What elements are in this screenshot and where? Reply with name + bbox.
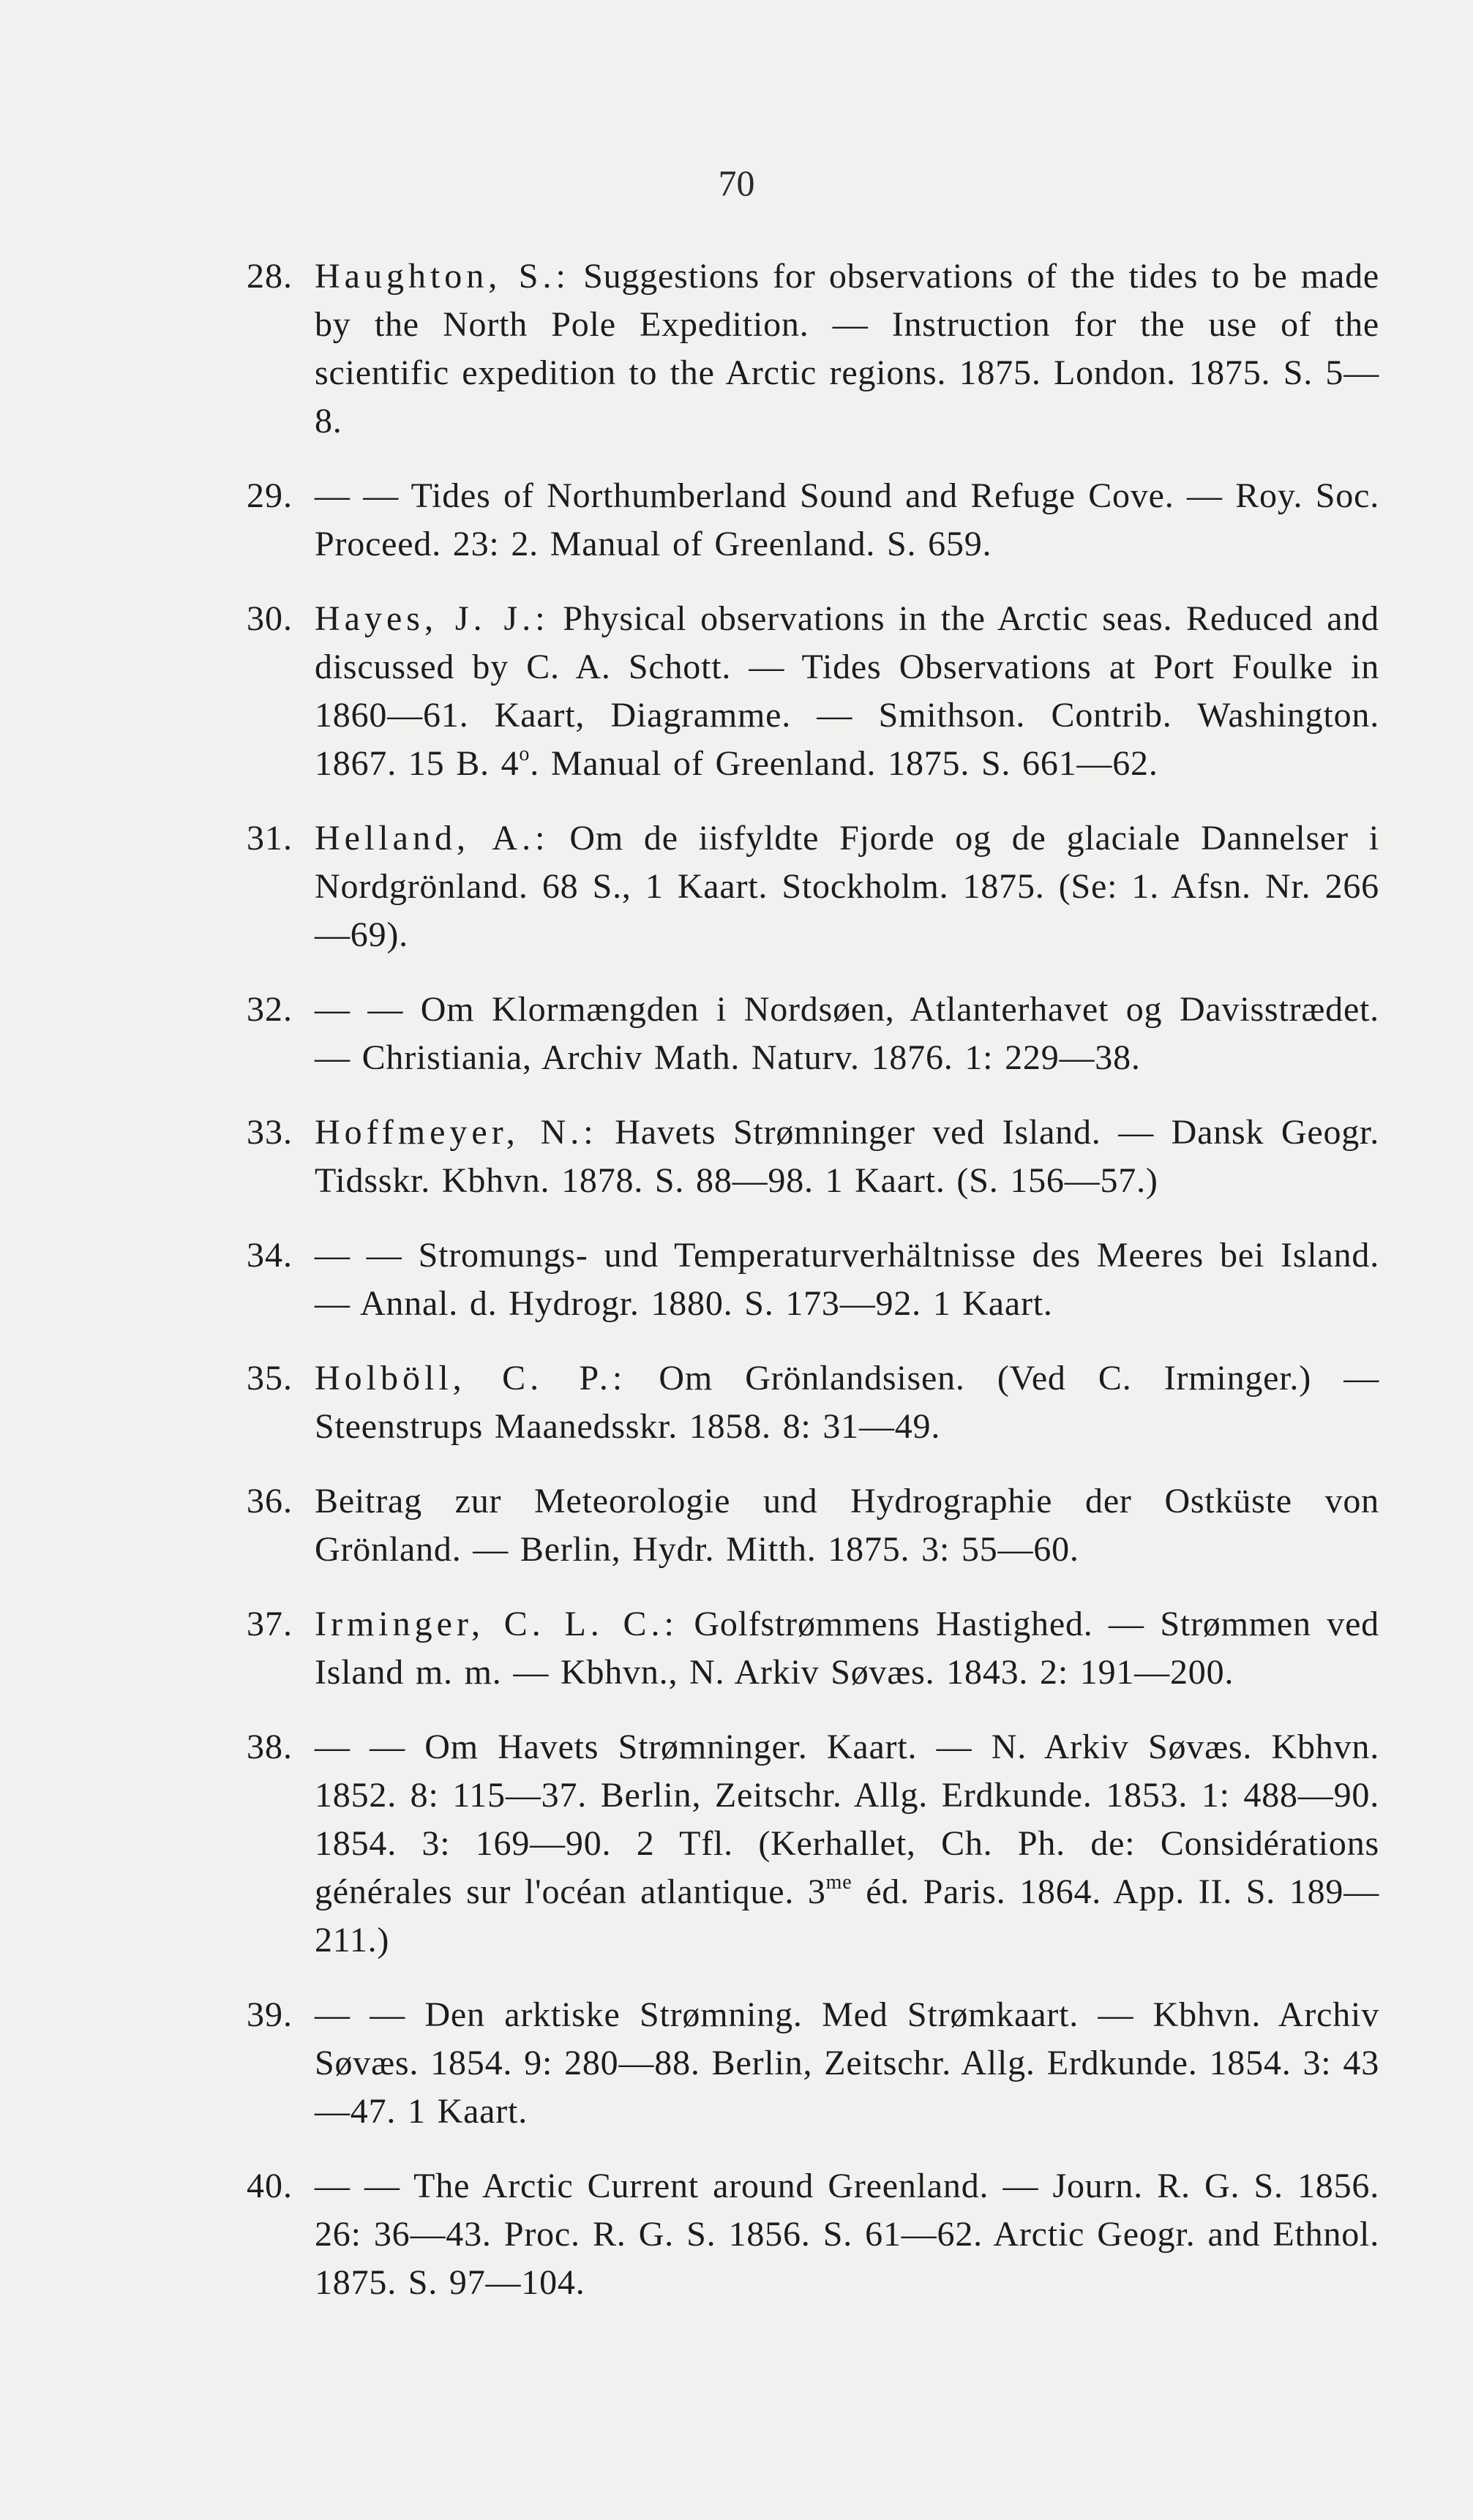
entry-body: Physical observations in the Arctic seas. Reduced and discussed by C. A. Schott. — Tides Observations at Port Foulke in 1860—61. Kaart, Diagramme. — Smithson. Contrib. Washington. 1867. 15 B. 4 bbox=[315, 599, 1379, 783]
entry-number: 40. bbox=[247, 2167, 293, 2205]
bibliography-entry bbox=[0, 1354, 1473, 1451]
entry-number: 29. bbox=[247, 476, 293, 515]
entry-text bbox=[315, 814, 1379, 959]
bibliography-entry bbox=[0, 1477, 1473, 1574]
entry-author: Helland, A.: bbox=[315, 819, 550, 858]
entry-body-continued: éd. Paris. 1864. App. II. S. 189—211.) bbox=[315, 1872, 1380, 1960]
entry-body: — — Om Havets Strømninger. Kaart. — N. Arkiv Søvæs. Kbhvn. 1852. 8: 115—37. Berlin, Zeitschr. Allg. Erdkunde. 1853. 1: 488—90. 1854. 3: 169—90. 2 Tfl. (Kerhallet, Ch. Ph. de: Considérations générales sur l'océan atlantique. 3 bbox=[315, 1728, 1379, 1911]
bibliography-entry bbox=[0, 1231, 1473, 1328]
entry-number: 35. bbox=[247, 1359, 293, 1398]
entry-body: — — Om Klormængden i Nordsøen, Atlanterhavet og Davisstrædet. — Christiania, Archiv Math. Naturv. 1876. 1: 229—38. bbox=[315, 990, 1379, 1077]
entry-body: — — Tides of Northumberland Sound and Refuge Cove. — Roy. Soc. Proceed. 23: 2. Manual of Greenland. S. 659. bbox=[315, 476, 1379, 563]
entry-superscript: o bbox=[519, 743, 531, 765]
entry-number: 33. bbox=[247, 1113, 293, 1152]
entry-superscript: me bbox=[825, 1871, 852, 1894]
bibliography-entry bbox=[0, 595, 1473, 788]
bibliography-entry bbox=[0, 2162, 1473, 2307]
entry-body: Suggestions for observations of the tides to be made by the North Pole Expedition. — Instruction for the use of the scientific expedition to the Arctic regions. 1875. London. 1875. S. 5—8. bbox=[315, 257, 1379, 440]
entry-text bbox=[315, 1354, 1379, 1451]
entry-author: Haughton, S.: bbox=[315, 257, 570, 296]
entry-author: Holböll, C. P.: bbox=[315, 1359, 627, 1398]
entry-text bbox=[315, 472, 1379, 569]
bibliography-entry bbox=[0, 472, 1473, 569]
bibliography-entry bbox=[0, 1723, 1473, 1965]
bibliography-entry bbox=[0, 1109, 1473, 1205]
entry-number: 34. bbox=[247, 1236, 293, 1275]
entry-body: Havets Strømninger ved Island. — Dansk Geogr. Tidsskr. Kbhvn. 1878. S. 88—98. 1 Kaart. (S. 156—57.) bbox=[315, 1113, 1379, 1200]
page-number: 70 bbox=[718, 162, 755, 203]
entry-text bbox=[315, 1231, 1379, 1328]
entry-number: 36. bbox=[247, 1482, 293, 1520]
entry-text bbox=[315, 1477, 1379, 1574]
entry-number: 37. bbox=[247, 1605, 293, 1643]
entry-body: — — Stromungs- und Temperaturverhältnisse des Meeres bei Island. — Annal. d. Hydrogr. 1880. S. 173—92. 1 Kaart. bbox=[315, 1236, 1379, 1323]
entry-number: 39. bbox=[247, 1995, 293, 2034]
bibliography-entry bbox=[0, 814, 1473, 959]
bibliography-entry bbox=[0, 1991, 1473, 2136]
entry-number: 30. bbox=[247, 599, 293, 638]
entry-number: 31. bbox=[247, 819, 293, 858]
entry-text bbox=[315, 595, 1379, 788]
entry-text bbox=[315, 1991, 1379, 2136]
entry-text bbox=[315, 986, 1379, 1082]
entry-text bbox=[315, 2162, 1379, 2307]
entry-number: 38. bbox=[247, 1728, 293, 1766]
entry-body: — — Den arktiske Strømning. Med Strømkaart. — Kbhvn. Archiv Søvæs. 1854. 9: 280—88. Berlin, Zeitschr. Allg. Erdkunde. 1854. 3: 43—47. 1 Kaart. bbox=[315, 1995, 1379, 2131]
entry-text bbox=[315, 252, 1379, 446]
entry-author: Hoffmeyer, N.: bbox=[315, 1113, 598, 1152]
bibliography-list bbox=[0, 252, 1473, 2333]
entry-author: Hayes, J. J.: bbox=[315, 599, 550, 638]
entry-body: Golfstrømmens Hastighed. — Strømmen ved Island m. m. — Kbhvn., N. Arkiv Søvæs. 1843. 2: 191—200. bbox=[315, 1605, 1379, 1692]
entry-body: Beitrag zur Meteorologie und Hydrographie der Ostküste von Grönland. — Berlin, Hydr. Mitth. 1875. 3: 55—60. bbox=[315, 1482, 1379, 1569]
bibliography-entry bbox=[0, 252, 1473, 446]
entry-text bbox=[315, 1723, 1379, 1965]
bibliography-entry bbox=[0, 986, 1473, 1082]
entry-number: 28. bbox=[247, 257, 293, 296]
entry-body: Om de iisfyldte Fjorde og de glaciale Dannelser i Nordgrönland. 68 S., 1 Kaart. Stockholm. 1875. (Se: 1. Afsn. Nr. 266—69). bbox=[315, 819, 1379, 954]
entry-body: Om Grönlandsisen. (Ved C. Irminger.) — Steenstrups Maanedsskr. 1858. 8: 31—49. bbox=[315, 1359, 1379, 1446]
bibliography-entry bbox=[0, 1600, 1473, 1697]
entry-body: — — The Arctic Current around Greenland. — Journ. R. G. S. 1856. 26: 36—43. Proc. R. G. S. 1856. S. 61—62. Arctic Geogr. and Ethnol. 1875. S. 97—104. bbox=[315, 2167, 1379, 2302]
entry-body-continued: . Manual of Greenland. 1875. S. 661—62. bbox=[530, 744, 1158, 783]
entry-text bbox=[315, 1600, 1379, 1697]
entry-text bbox=[315, 1109, 1379, 1205]
entry-author: Irminger, C. L. C.: bbox=[315, 1605, 678, 1643]
entry-number: 32. bbox=[247, 990, 293, 1029]
